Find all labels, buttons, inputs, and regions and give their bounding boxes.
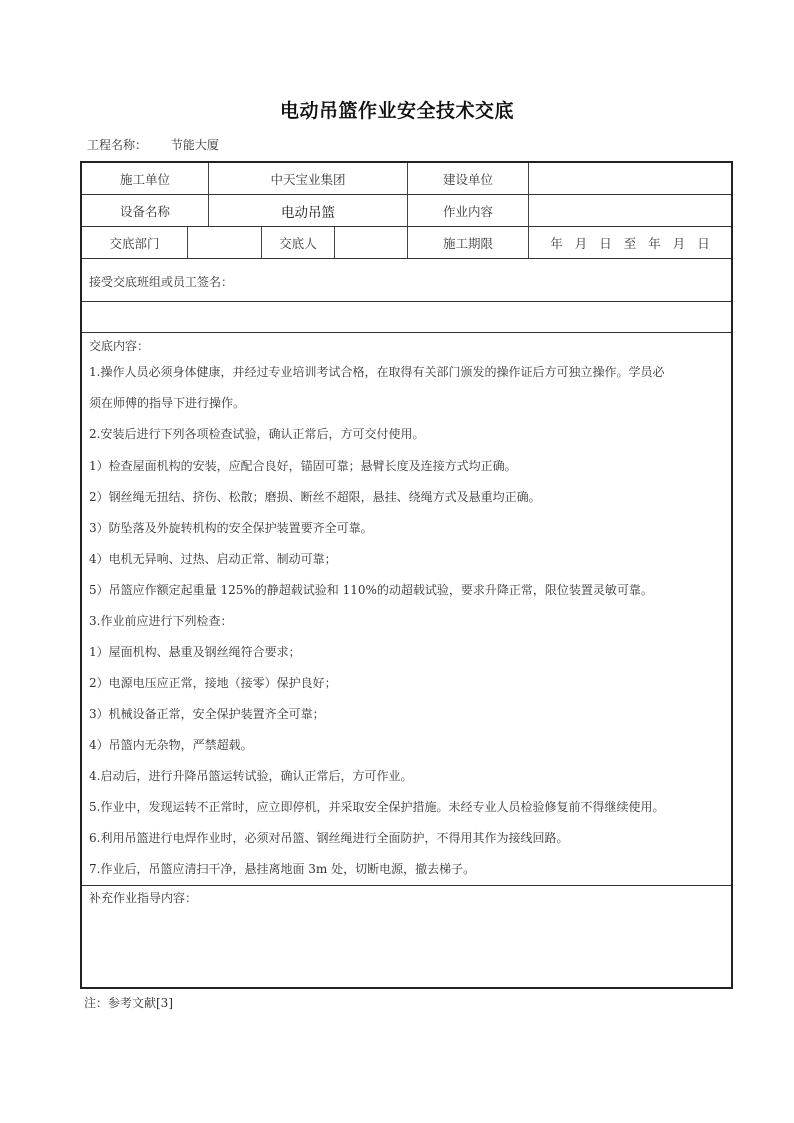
value-disclosure-department[interactable]: [188, 227, 262, 258]
period-month-end: 月: [672, 235, 686, 251]
label-discloser: 交底人: [262, 227, 335, 258]
content-line-1: 1.操作人员必须身体健康，并经过专业培训考试合格，在取得有关部门颁发的操作证后方可独立操作。学员必: [89, 365, 665, 379]
content-line-4: 1）检查屋面机构的安装，应配合良好，锚固可靠；悬臂长度及连接方式均正确。: [89, 459, 517, 473]
value-owner-unit[interactable]: [529, 163, 731, 194]
content-line-16: 6.利用吊篮进行电焊作业时，必须对吊篮、钢丝绳进行全面防护，不得用其作为接线回路。: [89, 831, 569, 845]
content-line-7: 4）电机无异响、过热、启动正常、制动可靠；: [89, 552, 337, 566]
label-equipment-name: 设备名称: [82, 195, 209, 226]
row-disclosure-department: [82, 227, 731, 259]
content-line-13: 4）吊篮内无杂物，严禁超载。: [89, 738, 253, 752]
label-construction-period: 施工期限: [408, 227, 529, 258]
value-construction-period[interactable]: [529, 227, 731, 258]
disclosure-form-table: [80, 161, 733, 989]
content-line-12: 3）机械设备正常，安全保护装置齐全可靠；: [89, 707, 325, 721]
content-line-10: 1）屋面机构、悬重及钢丝绳符合要求；: [89, 645, 301, 659]
period-day-end: 日: [697, 235, 710, 251]
content-line-14: 4.启动后，进行升降吊篮运转试验，确认正常后，方可作业。: [89, 769, 413, 783]
label-owner-unit: 建设单位: [408, 163, 529, 194]
row-equipment-name: [82, 195, 731, 227]
content-line-5: 2）钢丝绳无扭结、挤伤、松散；磨损、断丝不超限，悬挂、绕绳方式及悬重均正确。: [89, 490, 541, 504]
supplement-label: 补充作业指导内容：: [89, 891, 198, 905]
label-construction-unit: 施工单位: [82, 163, 209, 194]
row-disclosure-content: [82, 333, 731, 886]
period-month-start: 月: [574, 235, 588, 251]
period-year-start: 年: [550, 235, 563, 251]
project-name-line: [87, 136, 219, 153]
content-line-9: 3.作业前应进行下列检查：: [89, 614, 233, 628]
project-name-value: 节能大厦: [170, 138, 219, 152]
value-equipment-name[interactable]: 电动吊篮: [209, 195, 408, 226]
footnote: 注：参考文献[3]: [84, 996, 173, 1010]
row-construction-unit: [82, 163, 731, 195]
content-line-3: 2.安装后进行下列各项检查试验，确认正常后，方可交付使用。: [89, 427, 425, 441]
content-line-6: 3）防坠落及外旋转机构的安全保护装置要齐全可靠。: [89, 521, 373, 535]
project-name-label: 工程名称：: [87, 138, 148, 152]
period-year-end: 年: [648, 235, 661, 251]
content-line-2: 须在师傅的指导下进行操作。: [89, 396, 246, 410]
label-work-content: 作业内容: [408, 195, 529, 226]
content-line-11: 2）电源电压应正常，接地（接零）保护良好；: [89, 676, 337, 690]
period-to: 至: [623, 235, 637, 251]
document-title: 电动吊篮作业安全技术交底: [279, 100, 514, 122]
label-disclosure-department: 交底部门: [82, 227, 188, 258]
value-work-content[interactable]: [529, 195, 731, 226]
content-line-8: 5）吊篮应作额定起重量 125%的静超载试验和 110%的动超载试验，要求升降正常，限位装置灵敏可靠。: [89, 583, 653, 597]
content-line-15: 5.作业中，发现运转不正常时，应立即停机，并采取安全保护措施。未经专业人员检验修复前不得继续使用。: [89, 800, 665, 814]
supplement-field[interactable]: [82, 886, 731, 987]
content-label: 交底内容：: [89, 339, 150, 353]
period-day-start: 日: [599, 235, 612, 251]
row-signature-label: [82, 259, 731, 302]
content-line-17: 7.作业后，吊篮应清扫干净，悬挂离地面 3m 处，切断电源，撤去梯子。: [89, 862, 476, 876]
value-construction-unit[interactable]: 中天宝业集团: [209, 163, 408, 194]
signature-label: 接受交底班组或员工签名：: [89, 275, 234, 289]
signature-field[interactable]: [82, 302, 731, 333]
value-discloser[interactable]: [335, 227, 408, 258]
